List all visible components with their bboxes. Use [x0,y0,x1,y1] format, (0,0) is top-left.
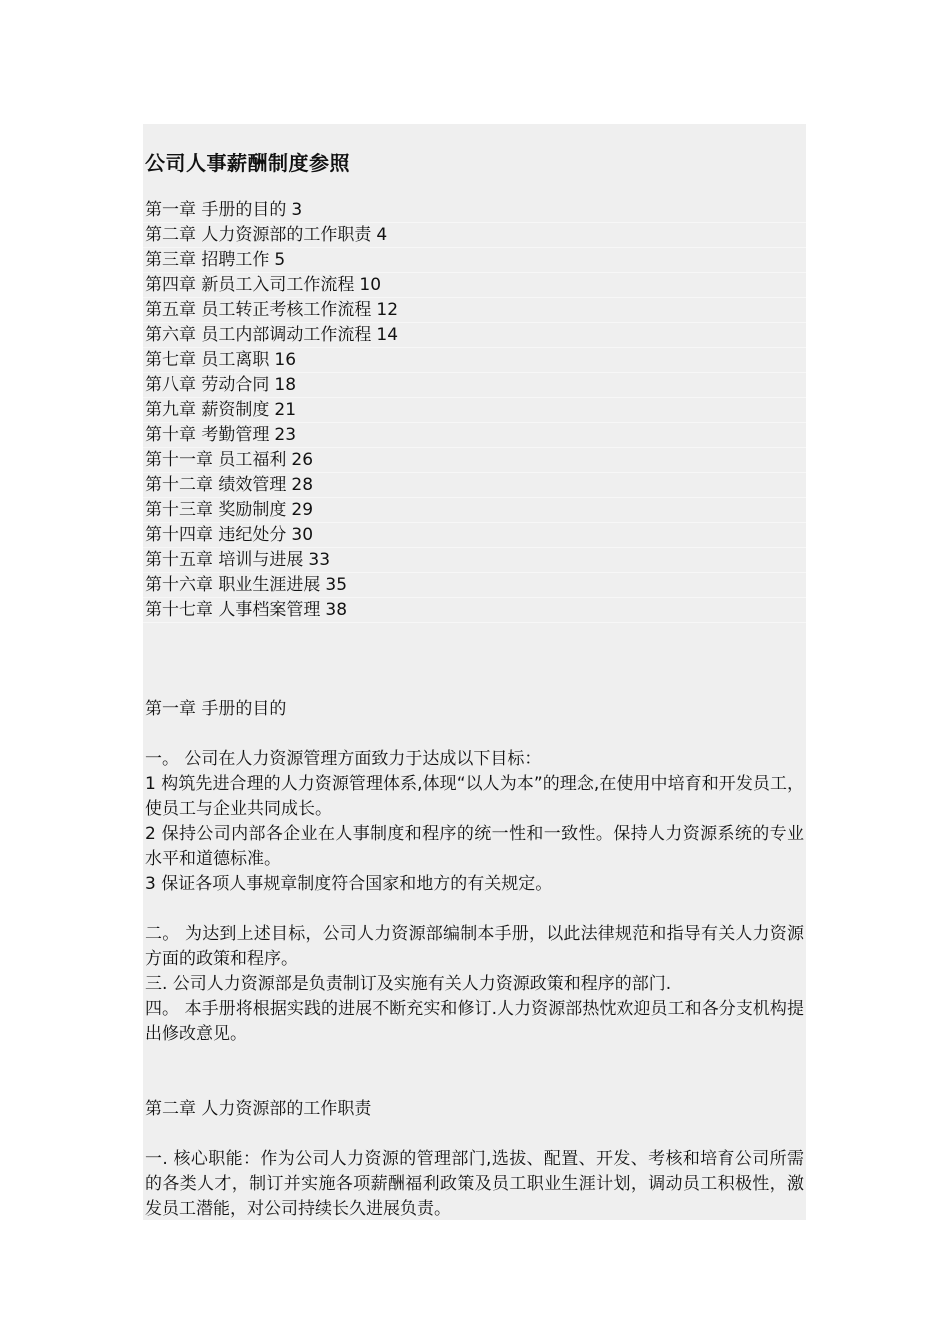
chapter-1-paragraph: 1 构筑先进合理的人力资源管理体系,体现“以人为本”的理念,在使用中培育和开发员工，使员工与企业共同成长。 [145,774,804,819]
toc-item-page: 33 [308,550,331,570]
toc-item[interactable] [143,398,806,423]
toc-item[interactable] [143,373,806,398]
document-title: 公司人事薪酬制度参照 [145,151,350,175]
toc-item-label: 第十一章 员工福利 [145,450,287,470]
toc-item[interactable] [143,248,806,273]
chapter-2-paragraph: 一. 核心职能：作为公司人力资源的管理部门,选拔、配置、开发、考核和培育公司所需的各类人才，制订并实施各项薪酬福利政策及员工职业生涯计划，调动员工积极性，激发员工潜能，对公司持续长久进展负责。 [145,1149,804,1219]
spacer [143,897,806,922]
toc-item-page: 26 [291,450,314,470]
chapter-1-paragraph: 2 保持公司内部各企业在人事制度和程序的统一性和一致性。保持人力资源系统的专业水平和道德标准。 [145,824,804,869]
toc-item[interactable] [143,573,806,598]
table-of-contents [143,198,806,623]
toc-item[interactable] [143,473,806,498]
toc-item-label: 第七章 员工离职 [145,350,270,370]
toc-item-page: 18 [274,375,297,395]
chapter-1-paragraph: 四。 本手册将根据实践的进展不断充实和修订.人力资源部热忱欢迎员工和各分支机构提出修改意见。 [145,999,804,1044]
toc-item-label: 第十七章 人事档案管理 [145,600,321,620]
toc-item-page: 21 [274,400,297,420]
toc-item[interactable] [143,548,806,573]
document-page [143,124,806,1220]
toc-item[interactable] [143,498,806,523]
toc-item-page: 29 [291,500,314,520]
toc-item-page: 4 [376,225,388,245]
spacer [143,722,806,747]
toc-item-page: 30 [291,525,314,545]
spacer [143,1122,806,1147]
toc-item[interactable] [143,223,806,248]
toc-item[interactable] [143,198,806,223]
toc-item-page: 3 [291,200,303,220]
toc-item-label: 第六章 员工内部调动工作流程 [145,325,372,345]
chapter-1-paragraph: 3 保证各项人事规章制度符合国家和地方的有关规定。 [145,874,553,894]
toc-item-page: 12 [376,300,399,320]
toc-item-label: 第十四章 违纪处分 [145,525,287,545]
toc-item-label: 第十章 考勤管理 [145,425,270,445]
toc-item-label: 第四章 新员工入司工作流程 [145,275,355,295]
toc-item[interactable] [143,273,806,298]
toc-item[interactable] [143,298,806,323]
toc-item[interactable] [143,423,806,448]
toc-item-label: 第五章 员工转正考核工作流程 [145,300,372,320]
toc-item-page: 14 [376,325,399,345]
toc-item-label: 第三章 招聘工作 [145,250,270,270]
chapter-1-paragraph: 三. 公司人力资源部是负责制订及实施有关人力资源政策和程序的部门. [145,974,672,994]
toc-item-page: 16 [274,350,297,370]
toc-item[interactable] [143,448,806,473]
toc-item-page: 23 [274,425,297,445]
toc-item-label: 第十二章 绩效管理 [145,475,287,495]
chapter-1-paragraph: 二。 为达到上述目标，公司人力资源部编制本手册，以此法律规范和指导有关人力资源方面的政策和程序。 [145,924,804,969]
toc-item-page: 5 [274,250,286,270]
toc-item-label: 第八章 劳动合同 [145,375,270,395]
toc-item-label: 第一章 手册的目的 [145,200,287,220]
toc-item-page: 35 [325,575,348,595]
spacer [143,1047,806,1097]
spacer [143,623,806,697]
toc-item-label: 第十六章 职业生涯进展 [145,575,321,595]
toc-item[interactable] [143,598,806,623]
toc-item[interactable] [143,323,806,348]
toc-item-label: 第十三章 奖励制度 [145,500,287,520]
toc-item-label: 第九章 薪资制度 [145,400,270,420]
chapter-1-heading: 第一章 手册的目的 [145,699,287,719]
toc-item[interactable] [143,523,806,548]
toc-item-page: 38 [325,600,348,620]
chapter-1-paragraph: 一。 公司在人力资源管理方面致力于达成以下目标： [145,749,542,769]
toc-item-label: 第二章 人力资源部的工作职责 [145,225,372,245]
toc-item-page: 28 [291,475,314,495]
toc-item-label: 第十五章 培训与进展 [145,550,304,570]
toc-item[interactable] [143,348,806,373]
chapter-2-heading: 第二章 人力资源部的工作职责 [145,1099,372,1119]
toc-item-page: 10 [359,275,382,295]
